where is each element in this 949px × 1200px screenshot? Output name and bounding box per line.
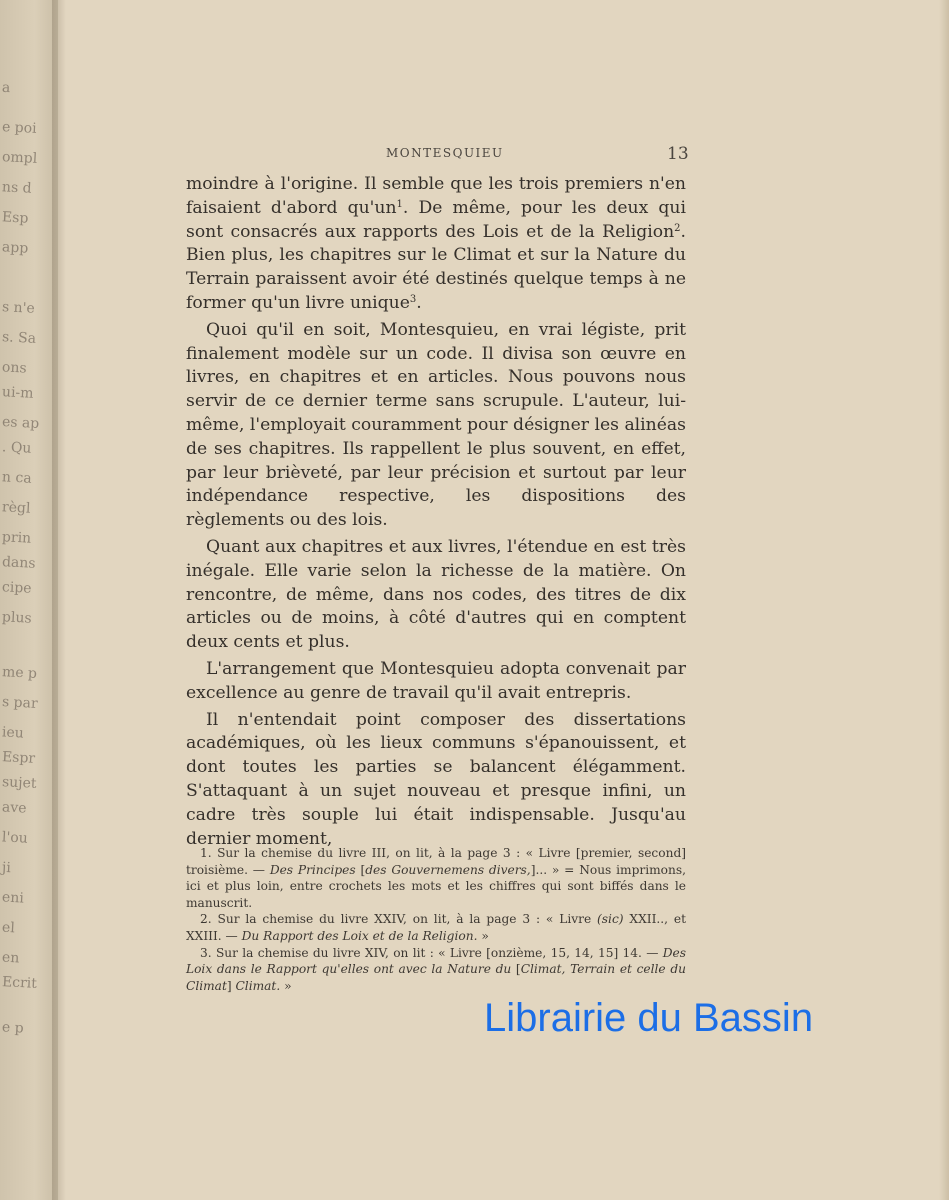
- bleed-through-text: el: [1, 919, 16, 937]
- footnotes: [186, 845, 686, 994]
- bleed-through-text: app: [1, 239, 29, 257]
- running-head: MONTESQUIEU: [386, 146, 504, 160]
- footnote-ref[interactable]: 3: [409, 293, 417, 305]
- footnote-ref[interactable]: 1: [396, 198, 403, 210]
- footnote-2: 2. Sur la chemise du livre XXIV, on lit, à la page 3 : « Livre (sic) XXII.., et XXIII. — Du Rapport des Loix et de la Religion. »: [186, 912, 686, 943]
- bleed-through-text: s. Sa: [1, 329, 37, 347]
- footnote-1: 1. Sur la chemise du livre III, on lit, à la page 3 : « Livre [premier, second] troisième. — Des Principes [des Gouvernemens divers,]... » = Nous imprimons, ici et plus loin, entre crochets les mots et les chiffres qui sont biffés dans le manuscrit.: [186, 846, 686, 910]
- bleed-through-text: plus: [1, 609, 33, 627]
- bleed-through-text: en: [1, 949, 20, 967]
- bleed-through-text: . Qu: [1, 439, 32, 457]
- bleed-through-text: s par: [1, 694, 39, 712]
- bleed-through-text: règl: [1, 499, 31, 517]
- bleed-through-text: cipe: [1, 579, 32, 597]
- bleed-through-text: prin: [1, 529, 32, 547]
- bleed-through-text: s n'e: [1, 299, 36, 317]
- bleed-through-text: l'ou: [1, 829, 29, 847]
- page-number: 13: [667, 144, 689, 164]
- bleed-through-text: Ecrit: [1, 974, 38, 992]
- bleed-through-text: me p: [1, 664, 38, 682]
- bleed-through-text: dans: [1, 554, 36, 572]
- bleed-through-text: ompl: [1, 149, 38, 167]
- bleed-through-text: e p: [1, 1019, 25, 1037]
- body-text: [186, 173, 686, 854]
- paragraph: Quoi qu'il en soit, Montesquieu, en vrai légiste, prit finalement modèle sur un code. Il divisa son œuvre en livres, en chapitres et en articles. Nous pouvons nous servir de ce dernier terme sans scrupule. L'auteur, lui-même, l'employait couramment pour désigner les alinéas de ses chapitres. Ils rappellent le plus souvent, en effet, par leur brièveté, par leur précision et surtout par leur indépendance respective, les dispositions des règlements ou des lois.: [186, 319, 686, 531]
- bleed-through-text: e poi: [1, 119, 38, 137]
- paragraph: Quant aux chapitres et aux livres, l'étendue en est très inégale. Elle varie selon la richesse de la matière. On rencontre, de même, dans nos codes, des titres de dix articles ou de moins, à côté d'autres qui en comptent deux cents et plus.: [186, 536, 686, 653]
- bleed-through-text: ns d: [1, 179, 33, 197]
- footnote-ref[interactable]: 2: [674, 222, 681, 234]
- bleed-through-text: ji: [1, 859, 12, 877]
- bleed-through-text: ons: [1, 359, 28, 377]
- bleed-through-text: es ap: [1, 414, 40, 432]
- paragraph: L'arrangement que Montesquieu adopta convenait par excellence au genre de travail qu'il avait entrepris.: [186, 658, 686, 703]
- bleed-through-text: n ca: [1, 469, 33, 487]
- paragraph: moindre à l'origine. Il semble que les trois premiers n'en faisaient d'abord $qu'un^1$. De même, pour les deux qui sont consacrés aux rapports des Lois et de la Religion$^2$. Bien plus, les chapitres sur le Climat et sur la Nature du Terrain paraissent avoir été destinés quelque temps à ne former qu'un livre unique$^3$.: [186, 174, 686, 313]
- footnote-3: 3. Sur la chemise du livre XIV, on lit : « Livre [onzième, 15, 14, 15] 14. — Des Loix dans le Rapport qu'elles ont avec la Nature du [Climat, Terrain et celle du Climat] Climat. »: [186, 945, 686, 993]
- paragraph: Il n'entendait point composer des dissertations académiques, où les lieux communs s'épanouissent, et dont toutes les parties se balancent élégamment. S'attaquant à un sujet nouveau et presque infini, un cadre très souple lui était indispensable. Jusqu'au dernier moment,: [186, 709, 686, 849]
- bleed-through-text: Espr: [1, 749, 36, 767]
- bleed-through-text: Esp: [1, 209, 29, 227]
- bleed-through-text: ave: [1, 799, 27, 817]
- bleed-through-text: sujet: [1, 774, 37, 792]
- bleed-through-text: ui-m: [1, 384, 34, 402]
- seller-watermark: Librairie du Bassin: [484, 996, 814, 1040]
- bleed-through-text: eni: [1, 889, 25, 907]
- bleed-through-text: a: [1, 79, 11, 97]
- bleed-through-text: ieu: [1, 724, 25, 742]
